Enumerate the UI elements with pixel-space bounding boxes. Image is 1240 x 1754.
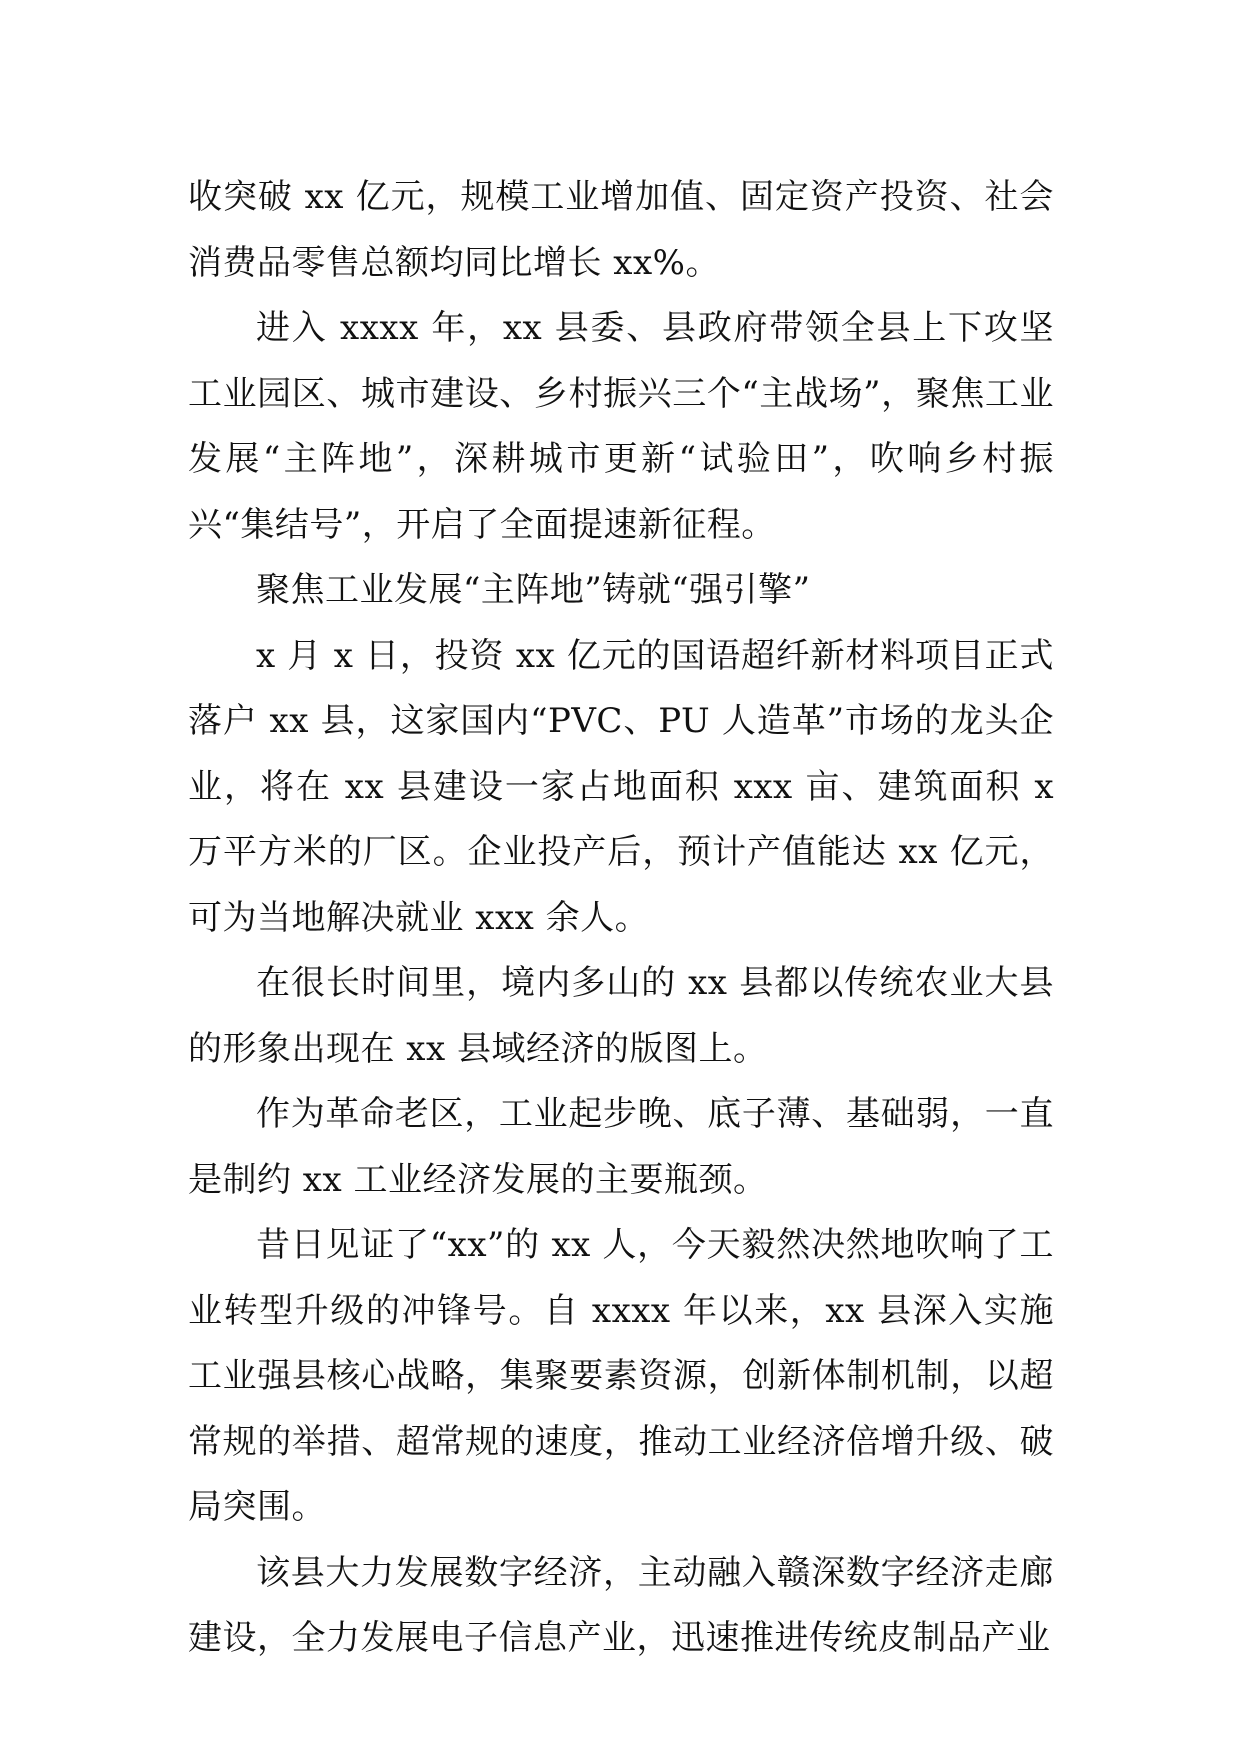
paragraph-3: x 月 x 日，投资 xx 亿元的国语超纤新材料项目正式落户 xx 县，这家国内“PVC、PU 人造革”市场的龙头企业，将在 xx 县建设一家占地面积 xxx 亩、建筑面积 x 万平方米的厂区。企业投产后，预计产值能达 xx 亿元，可为当地解决就业 xxx 余人。 (188, 635, 1054, 938)
document-body (188, 165, 1054, 1672)
paragraph-2: 进入 xxxx 年，xx 县委、县政府带领全县上下攻坚工业园区、城市建设、乡村振兴三个“主战场”，聚焦工业发展“主阵地”，深耕城市更新“试验田”，吹响乡村振兴“集结号”，开启了全面提速新征程。 (188, 308, 1054, 545)
paragraph-7: 该县大力发展数字经济，主动融入赣深数字经济走廊建设，全力发展电子信息产业，迅速推进传统皮制品产业 (188, 1552, 1054, 1658)
paragraph-6: 昔日见证了“xx”的 xx 人，今天毅然决然地吹响了工业转型升级的冲锋号。自 xxxx 年以来，xx 县深入实施工业强县核心战略，集聚要素资源，创新体制机制，以超常规的举措、超常规的速度，推动工业经济倍增升级、破局突围。 (188, 1225, 1054, 1527)
paragraph-5: 作为革命老区，工业起步晚、底子薄、基础弱，一直是制约 xx 工业经济发展的主要瓶颈。 (188, 1094, 1054, 1200)
paragraph-4: 在很长时间里，境内多山的 xx 县都以传统农业大县的形象出现在 xx 县域经济的版图上。 (188, 963, 1054, 1069)
paragraph-1: 收突破 xx 亿元，规模工业增加值、固定资产投资、社会消费品零售总额均同比增长 xx%。 (188, 177, 1054, 283)
section-heading: 聚焦工业发展“主阵地”铸就“强引擎” (256, 570, 811, 610)
